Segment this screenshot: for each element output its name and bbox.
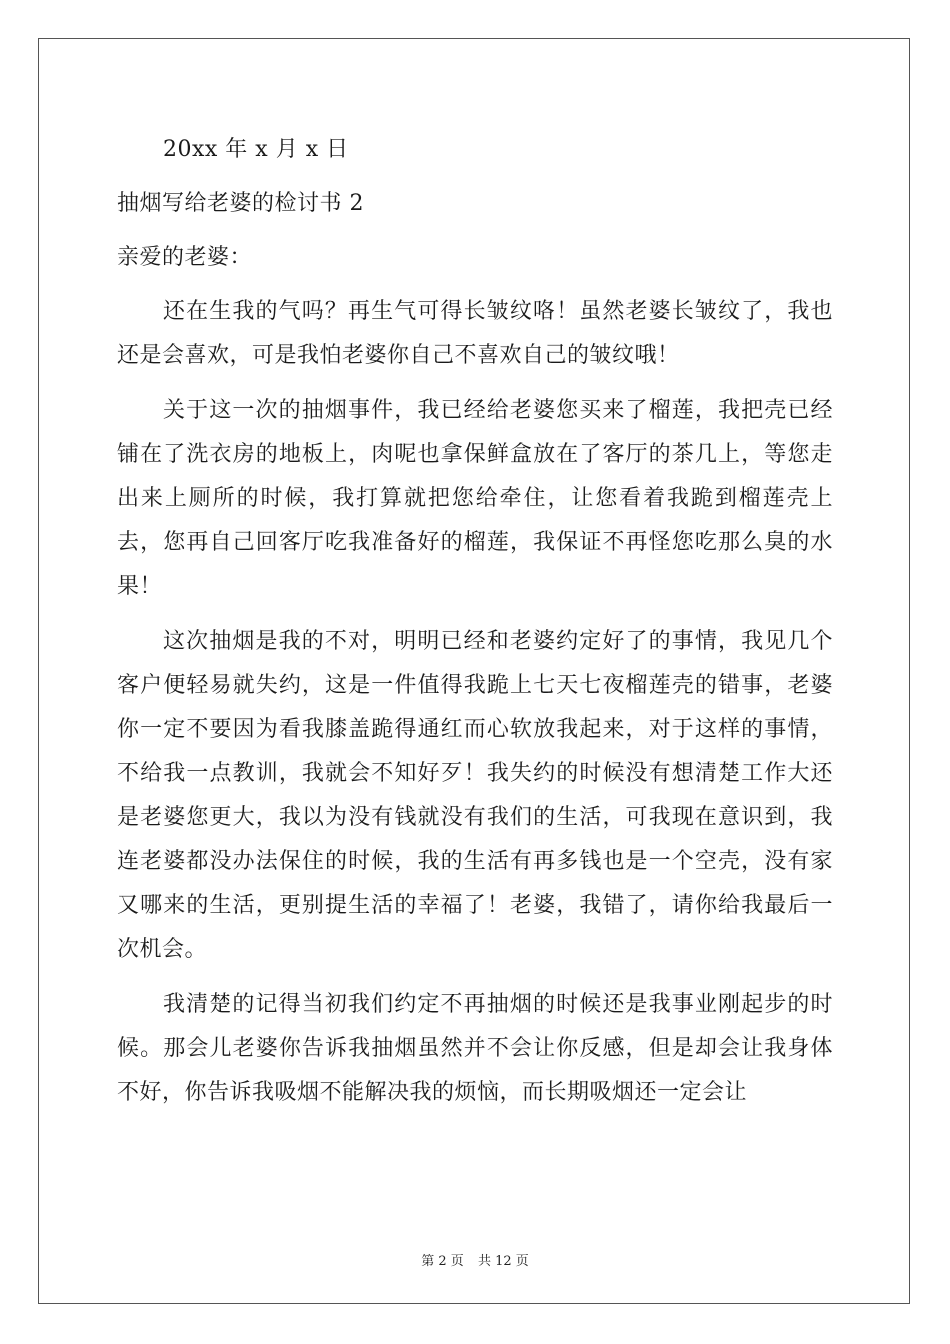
paragraph-3: 这次抽烟是我的不对，明明已经和老婆约定好了的事情，我见几个客户便轻易就失约，这是一件值得我跪上七天七夜榴莲壳的错事，老婆你一定不要因为看我膝盖跪得通红而心软放我起来，对于这样的事情，不给我一点教训，我就会不知好歹！我失约的时候没有想清楚工作大还是老婆您更大，我以为没有钱就没有我们的生活，可我现在意识到，我连老婆都没办法保住的时候，我的生活有再多钱也是一个空壳，没有家又哪来的生活，更别提生活的幸福了！老婆，我错了，请你给我最后一次机会。 xyxy=(117,629,833,962)
document-body xyxy=(117,128,833,1126)
letter-date: 20xx 年 x 月 x 日 xyxy=(163,137,349,162)
page-number: 第 2 页 xyxy=(421,1254,464,1269)
page-footer xyxy=(0,1250,950,1269)
letter-title: 抽烟写给老婆的检讨书 2 xyxy=(117,191,364,216)
paragraph-1: 还在生我的气吗？再生气可得长皱纹咯！虽然老婆长皱纹了，我也还是会喜欢，可是我怕老婆你自己不喜欢自己的皱纹哦！ xyxy=(117,299,833,368)
paragraph-4: 我清楚的记得当初我们约定不再抽烟的时候还是我事业刚起步的时候。那会儿老婆你告诉我抽烟虽然并不会让你反感，但是却会让我身体不好，你告诉我吸烟不能解决我的烦恼，而长期吸烟还一定会让 xyxy=(117,992,833,1105)
page-total: 共 12 页 xyxy=(477,1254,529,1269)
letter-greeting: 亲爱的老婆： xyxy=(117,245,253,270)
paragraph-2: 关于这一次的抽烟事件，我已经给老婆您买来了榴莲，我把壳已经铺在了洗衣房的地板上，肉呢也拿保鲜盒放在了客厅的茶几上，等您走出来上厕所的时候，我打算就把您给牵住，让您看着我跪到榴莲壳上去，您再自己回客厅吃我准备好的榴莲，我保证不再怪您吃那么臭的水果！ xyxy=(117,398,833,599)
